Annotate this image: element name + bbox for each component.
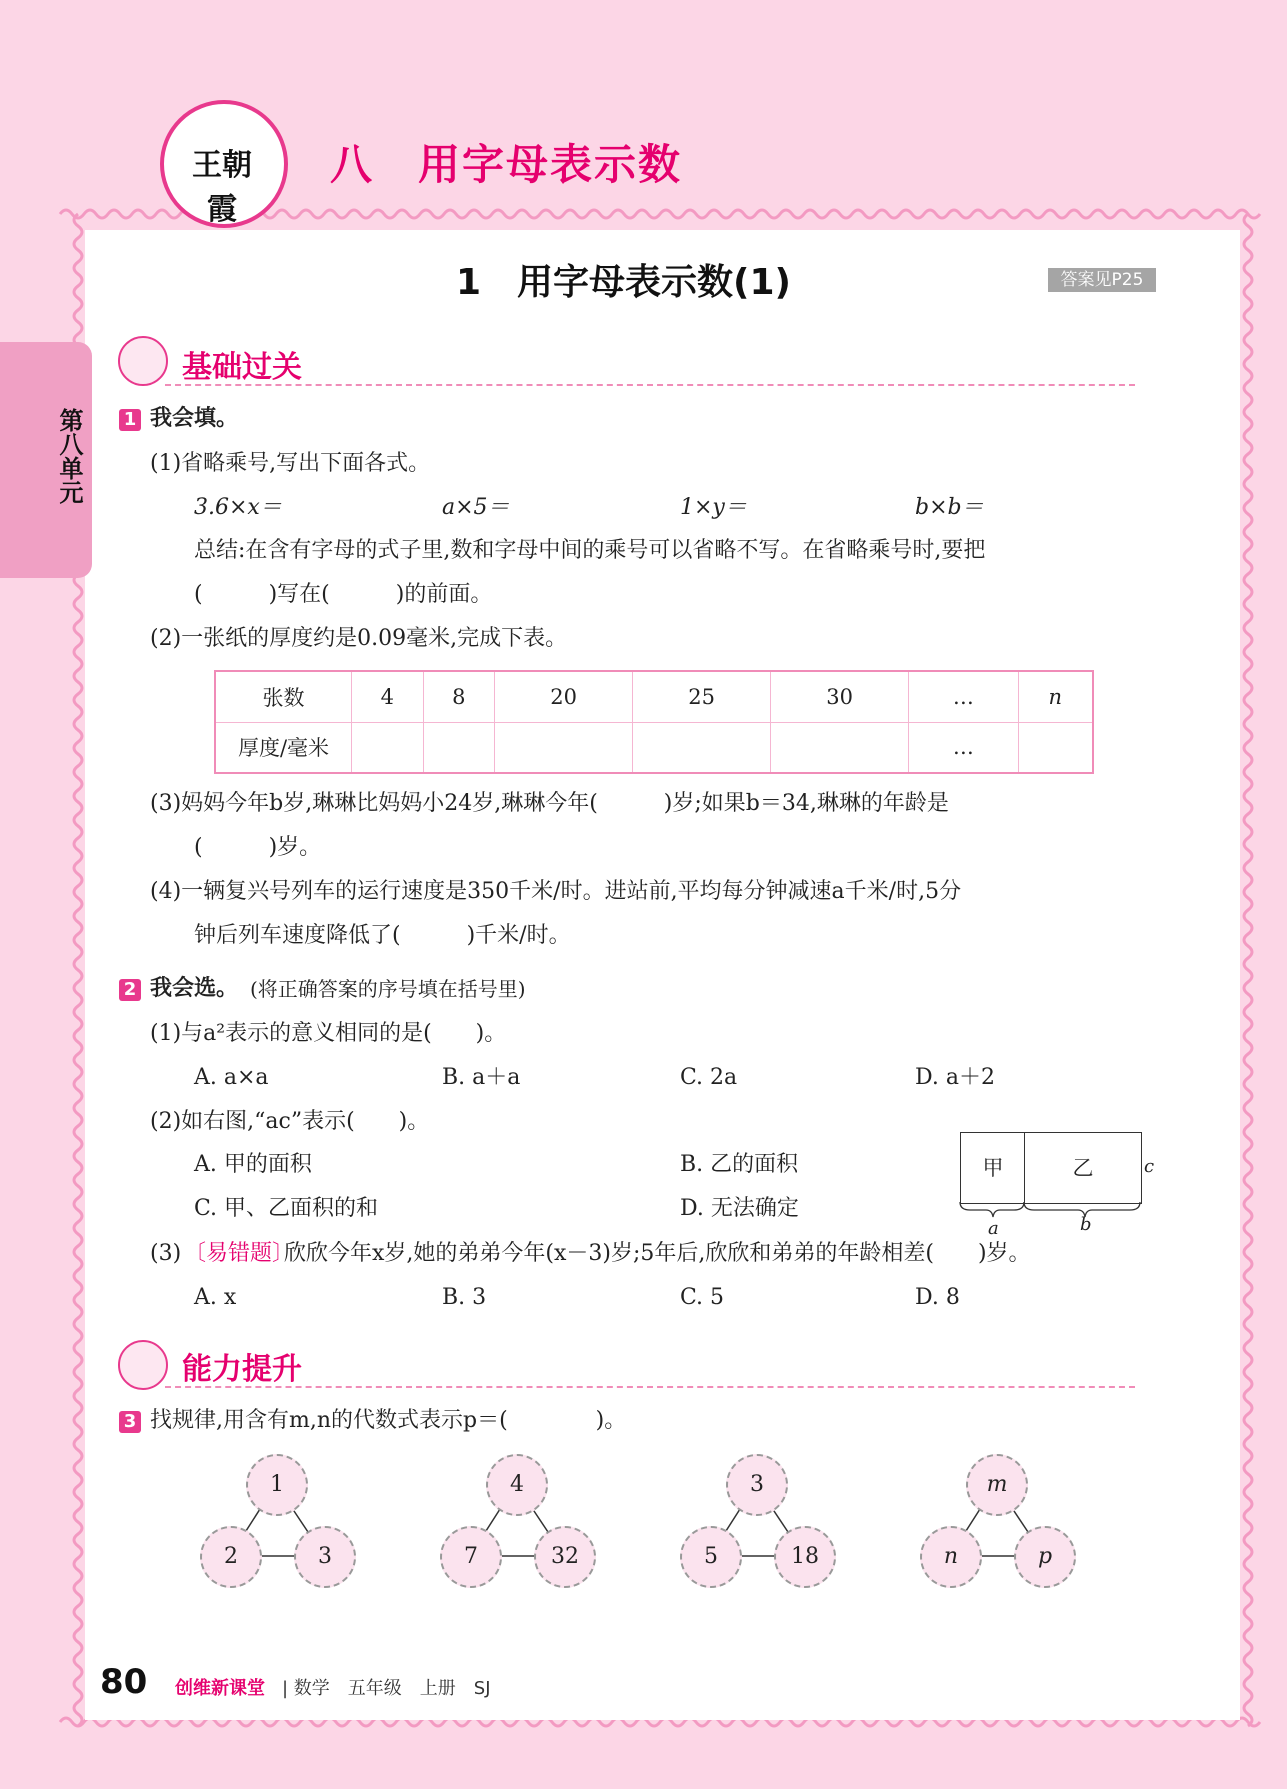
q2-part3-text: 欣欣今年x岁,她的弟弟今年(x－3)岁;5年后,欣欣和弟弟的年龄相差( )岁。: [284, 1241, 1031, 1266]
q1-expr: 3.6×x＝: [194, 495, 282, 520]
q1-expr: b×b＝: [915, 495, 984, 520]
triangle-node-left: 7: [440, 1526, 502, 1588]
table-cell: 20: [495, 671, 633, 722]
triangle-node-right: p: [1014, 1526, 1076, 1588]
table-cell: …: [909, 722, 1018, 773]
triangle-node-top: 4: [486, 1454, 548, 1516]
triangle-node-right: 32: [534, 1526, 596, 1588]
table-cell: 4: [352, 671, 424, 722]
figure-rect-yi: 乙: [1024, 1132, 1142, 1204]
q1-part1-label: (1)省略乘号,写出下面各式。: [150, 451, 431, 476]
question-hint: (将正确答案的序号填在括号里): [250, 977, 526, 1001]
choice-option[interactable]: A. 甲的面积: [194, 1152, 312, 1177]
q2-part1-label: (1)与a²表示的意义相同的是( )。: [150, 1021, 507, 1046]
triangle-node-top: m: [966, 1454, 1028, 1516]
q1-part2-label: (2)一张纸的厚度约是0.09毫米,完成下表。: [150, 626, 568, 651]
question-number: 1: [119, 409, 141, 431]
table-cell: 25: [633, 671, 771, 722]
figure-rect-jia: 甲: [960, 1132, 1026, 1204]
choice-option[interactable]: A. x: [194, 1285, 237, 1310]
choice-option[interactable]: C. 5: [680, 1285, 725, 1310]
choice-option[interactable]: A. a×a: [194, 1065, 269, 1090]
page-number: 80: [100, 1662, 148, 1702]
brand-logo-text: 王朝霞: [192, 148, 252, 227]
question-number: 2: [119, 979, 141, 1001]
unit-side-tab-label: 第八单元: [55, 408, 83, 504]
table-cell: 8: [423, 671, 495, 722]
q2-part2-label: (2)如右图,“ac”表示( )。: [150, 1109, 430, 1134]
answer-reference-badge: 答案见P25: [1048, 268, 1156, 292]
figure-label-a: a: [988, 1218, 999, 1239]
q1-part4-line: 钟后列车速度降低了( )千米/时。: [194, 923, 571, 948]
triangle-node-left: n: [920, 1526, 982, 1588]
section-title-basic: 基础过关: [182, 350, 302, 385]
q1-part3-line: (3)妈妈今年b岁,琳琳比妈妈小24岁,琳琳今年( )岁;如果b＝34,琳琳的年龄是: [150, 791, 949, 816]
q2-part3-prefix: (3): [150, 1241, 182, 1266]
q1-part4-line: (4)一辆复兴号列车的运行速度是350千米/时。进站前,平均每分钟减速a千米/时,5分: [150, 879, 962, 904]
choice-option[interactable]: B. 乙的面积: [680, 1152, 799, 1177]
choice-option[interactable]: B. a＋a: [442, 1065, 521, 1090]
table-header-cell: 厚度/毫米: [215, 722, 352, 773]
figure-label-b: b: [1080, 1214, 1092, 1235]
table-cell: …: [909, 671, 1018, 722]
q3-text: 找规律,用含有m,n的代数式表示p＝( )。: [150, 1408, 627, 1433]
table-cell: n: [1018, 671, 1093, 722]
triangle-node-right: 3: [294, 1526, 356, 1588]
q1-expr: a×5＝: [442, 495, 510, 520]
triangle-node-left: 5: [680, 1526, 742, 1588]
choice-option[interactable]: D. 8: [915, 1285, 960, 1310]
figure-label-c: c: [1144, 1156, 1155, 1177]
triangle-node-right: 18: [774, 1526, 836, 1588]
choice-option[interactable]: D. 无法确定: [680, 1196, 799, 1221]
triangle-node-top: 1: [246, 1454, 308, 1516]
footer-info: | 数学 五年级 上册 SJ: [282, 1678, 491, 1699]
triangle-node-left: 2: [200, 1526, 262, 1588]
q1-summary-line: 总结:在含有字母的式子里,数和字母中间的乘号可以省略不写。在省略乘号时,要把: [194, 538, 986, 563]
choice-option[interactable]: C. 甲、乙面积的和: [194, 1196, 379, 1221]
question-title: 我会选。: [150, 976, 239, 1001]
triangle-node-top: 3: [726, 1454, 788, 1516]
choice-option[interactable]: D. a＋2: [915, 1065, 995, 1090]
choice-option[interactable]: B. 3: [442, 1285, 487, 1310]
q1-summary-line: ( )写在( )的前面。: [194, 582, 493, 607]
question-title: 我会填。: [150, 406, 239, 431]
question-number: 3: [119, 1411, 141, 1433]
q1-part3-line: ( )岁。: [194, 835, 322, 860]
choice-option[interactable]: C. 2a: [680, 1065, 738, 1090]
lesson-title: 1 用字母表示数(1): [456, 262, 792, 303]
table-header-cell: 张数: [215, 671, 352, 722]
error-prone-tag: 〔易错题〕: [184, 1241, 295, 1266]
section-title-advanced: 能力提升: [182, 1352, 302, 1387]
chapter-title: 八 用字母表示数: [330, 140, 683, 189]
q1-expr: 1×y＝: [680, 495, 747, 520]
table-cell: 30: [771, 671, 909, 722]
footer-brand: 创维新课堂: [175, 1678, 265, 1699]
